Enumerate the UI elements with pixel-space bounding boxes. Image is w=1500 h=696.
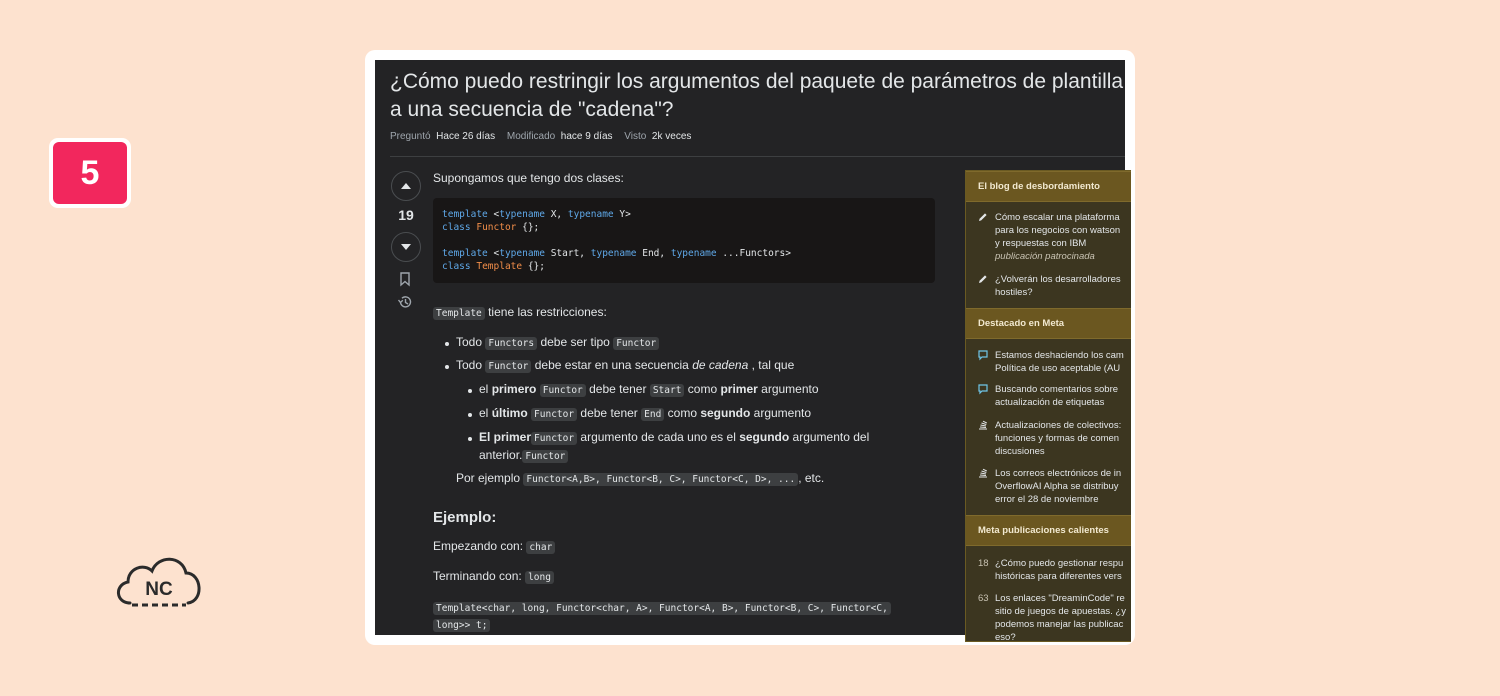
text: Todo (456, 335, 486, 349)
meta-item-line: discusiones (995, 446, 1045, 457)
inline-code: Functor (522, 450, 568, 463)
intro-text: Supongamos que tengo dos clases: (433, 171, 624, 185)
inline-code: Template<char, long, Functor<char, A>, Functor<A, B>, Functor<B, C>, Functor<C, (433, 602, 891, 615)
text: argumento (750, 406, 812, 420)
code-type: Template (476, 261, 523, 272)
text: debe tener (585, 382, 650, 396)
question-title-line-2: a una secuencia de "cadena"? (390, 98, 674, 121)
code-text: {}; (516, 222, 540, 233)
sub-list-item-continuation (479, 448, 568, 462)
meta-item-line: OverflowAI Alpha se distribuy (995, 481, 1119, 492)
text: debe ser tipo (537, 335, 614, 349)
code-text: {}; (522, 261, 545, 272)
answer-count: 18 (978, 558, 989, 569)
modified-label: Modificado (506, 131, 556, 142)
text: Por ejemplo (456, 471, 524, 485)
code-keyword: typename (670, 248, 717, 259)
code-text: ...Functors> (716, 248, 791, 259)
text: , tal que (748, 358, 795, 372)
downvote-button[interactable] (391, 232, 421, 262)
end-line (433, 569, 554, 583)
text: Empezando con: (433, 539, 527, 553)
arrow-down-icon (400, 243, 412, 251)
comment-icon (978, 350, 988, 360)
arrow-up-icon (400, 182, 412, 190)
sub-list-item (479, 406, 811, 420)
meta-item-line: Estamos deshaciendo los cam (995, 350, 1124, 361)
code-keyword: typename (567, 209, 614, 220)
hot-item-line: ¿Cómo puedo gestionar respu (995, 558, 1124, 569)
text: el (479, 406, 492, 420)
bullet (468, 413, 472, 417)
hot-item-line: podemos manejar las publicac (995, 619, 1124, 630)
meta-item-line: Buscando comentarios sobre (995, 384, 1119, 395)
inline-code: Functor (540, 384, 586, 397)
code-block[interactable] (433, 198, 935, 283)
answer-count: 63 (978, 593, 989, 604)
text: tiene las restricciones: (484, 305, 607, 319)
question-title-line-1: ¿Cómo puedo restringir los argumentos del paquete de parámetros de plantilla (390, 70, 1124, 93)
final-code-line-1 (433, 600, 891, 614)
inline-code: Template (433, 307, 485, 320)
hot-heading: Meta publicaciones calientes (966, 515, 1131, 546)
list-item (456, 335, 659, 349)
strong: El primer (479, 430, 532, 444)
code-keyword: class (442, 222, 471, 233)
modified-value: hace 9 días (560, 131, 613, 142)
text: argumento (757, 382, 819, 396)
meta-item-line: funciones y formas de comen (995, 433, 1120, 444)
emphasis: de cadena (692, 358, 749, 372)
strong: primero (491, 382, 537, 396)
code-keyword: typename (499, 209, 545, 220)
text: Terminando con: (433, 569, 526, 583)
bullet (445, 342, 449, 346)
text: como (664, 406, 701, 420)
bullet (468, 389, 472, 393)
text: Todo (456, 358, 486, 372)
meta-item-line: Política de uso aceptable (AU (995, 363, 1121, 374)
hot-item-line: eso? (995, 632, 1016, 643)
comment-icon (978, 384, 988, 394)
final-code-line-2 (433, 617, 490, 631)
inline-code: Functor (485, 360, 531, 373)
restrictions-line (433, 305, 607, 319)
stack-icon (978, 420, 988, 430)
header-divider (390, 156, 1125, 157)
meta-item-line: Los correos electrónicos de in (995, 468, 1122, 479)
upvote-button[interactable] (391, 171, 421, 201)
step-badge (49, 138, 131, 208)
sponsored-label: publicación patrocinada (995, 251, 1095, 262)
text: el (479, 382, 492, 396)
question-title[interactable] (390, 68, 1125, 124)
blog-item-line: y respuestas con IBM (995, 238, 1087, 249)
viewed-label: Visto (624, 131, 647, 142)
asked-value: Hace 26 días (436, 131, 496, 142)
code-keyword: typename (499, 248, 545, 259)
hot-item-line: sitio de juegos de apuestas. ¿y (995, 606, 1126, 617)
code-text: Start, (544, 248, 591, 259)
inline-code: Functor (531, 408, 577, 421)
blog-heading: El blog de desbordamiento (966, 171, 1131, 202)
question-page (375, 60, 1126, 643)
viewed-value: 2k veces (651, 131, 692, 142)
code-text: < (487, 248, 500, 259)
text: argumento del (789, 430, 870, 444)
text: argumento de cada uno es el (577, 430, 740, 444)
start-line (433, 539, 555, 553)
code-text: X, (544, 209, 568, 220)
strong: segundo (739, 430, 790, 444)
inline-code: long>> t; (433, 619, 490, 632)
code-text: End, (636, 248, 671, 259)
sidebar-widget (965, 170, 1131, 642)
text: , etc. (798, 471, 825, 485)
hot-item-line: históricas para diferentes vers (995, 571, 1122, 582)
inline-code: long (525, 571, 554, 584)
bullet (468, 437, 472, 441)
strong: segundo (700, 406, 751, 420)
vote-count: 19 (398, 207, 414, 223)
inline-code: Start (650, 384, 685, 397)
text: debe estar en una secuencia (531, 358, 693, 372)
strong: primer (720, 382, 758, 396)
blog-item-line: hostiles? (995, 287, 1033, 298)
bookmark-icon[interactable] (399, 272, 411, 286)
inline-code: End (641, 408, 664, 421)
list-item (456, 358, 794, 372)
pencil-icon (978, 212, 988, 222)
pencil-icon (978, 274, 988, 284)
inline-code: Functor (613, 337, 659, 350)
meta-item-line: actualización de etiquetas (995, 397, 1105, 408)
bullet (445, 365, 449, 369)
question-meta (390, 131, 700, 142)
code-text: Y> (613, 209, 631, 220)
code-keyword: template (442, 209, 488, 220)
code-text: < (487, 209, 500, 220)
text: como (684, 382, 721, 396)
example-line (456, 471, 824, 485)
screenshot-frame (365, 50, 1135, 645)
meta-item-line: error el 28 de noviembre (995, 494, 1099, 505)
strong: último (491, 406, 528, 420)
hot-item-line: Los enlaces "DreaminCode" re (995, 593, 1125, 604)
history-icon[interactable] (397, 294, 413, 310)
meta-item-line: Actualizaciones de colectivos: (995, 420, 1122, 431)
nc-cloud-logo (112, 551, 204, 611)
stack-icon (978, 468, 988, 478)
meta-heading: Destacado en Meta (966, 308, 1131, 339)
blog-item-line: ¿Volverán los desarrolladores (995, 274, 1121, 285)
inline-code: Functor (531, 432, 577, 445)
text: anterior. (479, 448, 523, 462)
sub-list-item (479, 430, 869, 444)
asked-label: Preguntó (390, 131, 431, 142)
sub-list-item (479, 382, 819, 396)
code-type: Functor (476, 222, 517, 233)
blog-item-line: para los negocios con watson (995, 225, 1121, 236)
code-keyword: typename (590, 248, 637, 259)
inline-code: Functors (485, 337, 537, 350)
blog-item-line: Cómo escalar una plataforma (995, 212, 1120, 223)
code-keyword: class (442, 261, 471, 272)
inline-code: Functor<A,B>, Functor<B, C>, Functor<C, D>, ... (523, 473, 798, 486)
example-heading: Ejemplo: (433, 509, 497, 526)
inline-code: char (526, 541, 555, 554)
logo-text: NC (145, 579, 173, 600)
text: debe tener (577, 406, 642, 420)
code-keyword: template (442, 248, 488, 259)
step-number: 5 (53, 142, 127, 204)
